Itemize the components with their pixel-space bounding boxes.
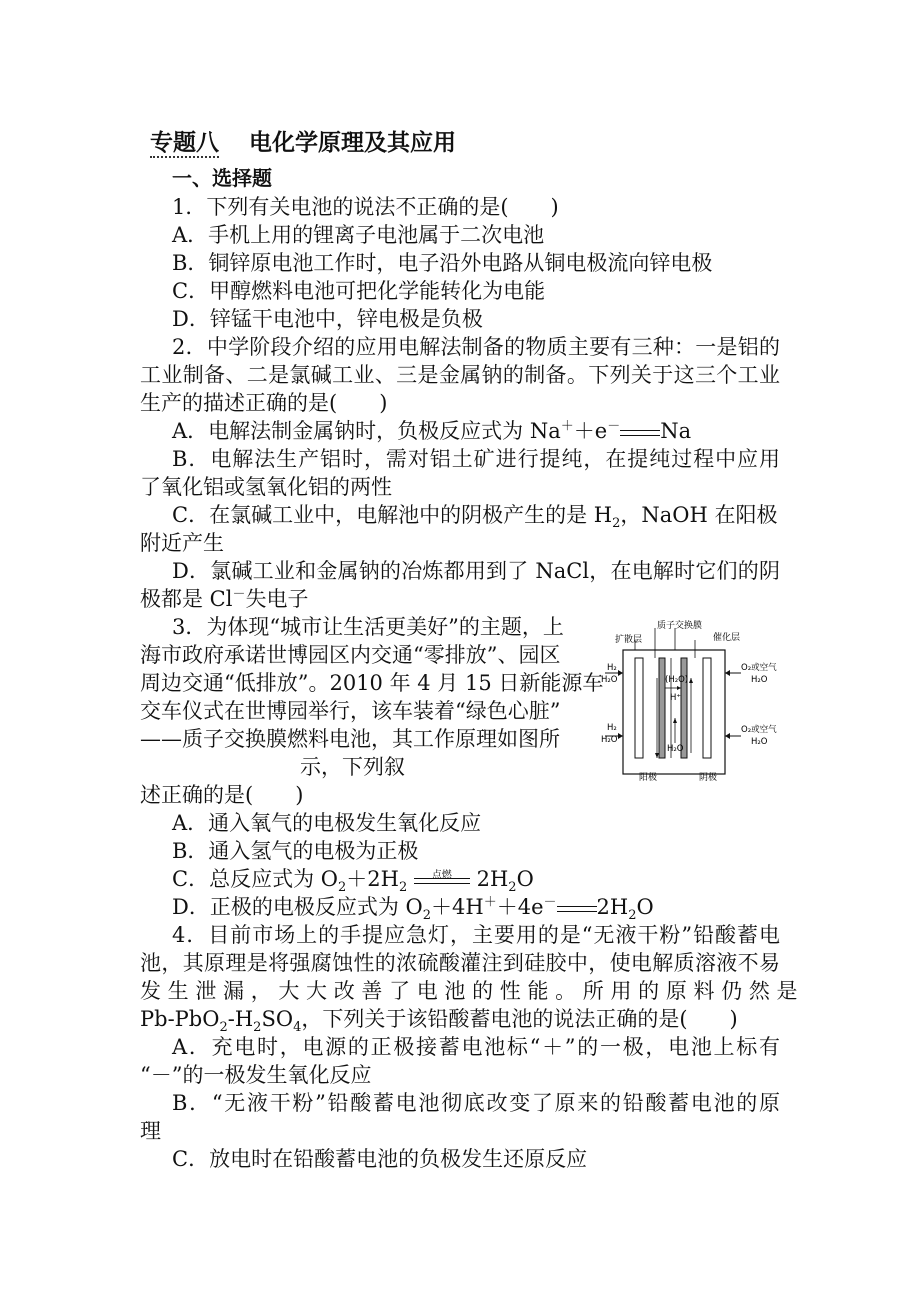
title-part1: 专题八 <box>150 130 219 156</box>
q4-option-a-line1: A．充电时，电源的正极接蓄电池标“＋”的一极，电池上标有 <box>172 1035 780 1059</box>
sup: ＋ <box>483 895 497 910</box>
q2-stem-line3: 生产的描述正确的是( ) <box>140 391 388 415</box>
q2-d-text: 极都是 Cl <box>140 587 233 611</box>
label-h2o-left-bottom: H₂O <box>601 735 618 745</box>
q2-c-text: C．在氯碱工业中，电解池中的阴极产生的是 H <box>172 503 613 527</box>
q4-formula-mid2: SO <box>261 1007 294 1031</box>
q2-a-sup-minus: － <box>607 419 621 434</box>
q3-option-a: A．通入氧气的电极发生氧化反应 <box>172 811 482 835</box>
q3-c-product: 2H <box>476 867 509 891</box>
label-cathode: 阴极 <box>699 773 718 783</box>
q2-option-d-line2 <box>140 585 308 613</box>
q3-stem-line2: 海市政府承诺世博园区内交通“零排放”、园区 <box>140 643 561 667</box>
q3-d-mid2: ＋4e <box>496 895 544 919</box>
q2-a-electron: ＋e <box>573 419 608 443</box>
label-h2o-center: H₂O <box>667 744 684 754</box>
q4-stem-line2: 池，其原理是将强腐蚀性的浓硫酸灌注到硅胶中，使电解质溶液不易 <box>140 951 780 975</box>
sub: 2 <box>422 908 432 924</box>
label-hplus: H⁺ <box>670 693 681 703</box>
q3-d-mid1: ＋4H <box>431 895 484 919</box>
q2-option-a <box>172 417 691 445</box>
label-h2o-left-top: H₂O <box>601 675 618 685</box>
label-o2-bottom: O₂或空气 <box>741 725 777 735</box>
q1-option-b: B．铜锌原电池工作时，电子沿外电路从铜电极流向锌电极 <box>172 251 713 275</box>
label-membrane: 质子交换膜 <box>657 621 703 631</box>
q2-option-b-line1: B．电解法生产铝时，需对铝土矿进行提纯，在提纯过程中应用 <box>172 447 780 471</box>
q3-stem-line4: 交车仪式在世博园举行，该车装着“绿色心脏” <box>140 699 561 723</box>
label-h2-top: H₂ <box>607 663 617 673</box>
label-h2-bottom: H₂ <box>607 723 617 733</box>
q1-option-d: D．锌锰干电池中，锌电极是负极 <box>172 307 483 331</box>
label-diffusion-layer: 扩散层 <box>615 635 643 645</box>
q2-d-text-end: 失电子 <box>245 587 309 611</box>
label-h2o-right-bottom: H₂O <box>751 737 768 747</box>
sub: 2 <box>253 1020 262 1036</box>
q3-stem-line5: ——质子交换膜燃料电池，其工作原理如图所 <box>140 727 560 751</box>
q4-option-b-line1: B．“无液干粉”铅酸蓄电池彻底改变了原来的铅酸蓄电池的原 <box>172 1091 780 1115</box>
label-catalyst-layer: 催化层 <box>713 633 741 643</box>
label-h2o-right-top: H₂O <box>751 675 768 685</box>
q2-stem-line2: 工业制备、二是氯碱工业、三是金属钠的制备。下列关于这三个工业 <box>140 363 780 387</box>
q2-d-sup: － <box>232 587 246 602</box>
q1-stem: 1．下列有关电池的说法不正确的是( ) <box>172 195 559 219</box>
q4-formula-pre: Pb-PbO <box>140 1007 220 1031</box>
section-heading: 一、选择题 <box>172 166 272 190</box>
label-o2-top: O₂或空气 <box>741 663 777 673</box>
q4-option-b-line2: 理 <box>140 1119 161 1143</box>
sub: 2 <box>508 880 517 896</box>
label-h2o-paren: (H₂O) <box>665 675 689 685</box>
q4-stem-end: ，下列关于该铅酸蓄电池的说法正确的是( ) <box>301 1007 738 1031</box>
q3-option-c <box>172 865 534 896</box>
q2-a-product: Na <box>660 419 692 443</box>
q2-a-sup-plus: ＋ <box>560 419 574 434</box>
fuel-cell-diagram <box>595 618 795 788</box>
equals-sign <box>557 903 597 915</box>
q4-option-a-line2: “－”的一极发生氧化反应 <box>140 1063 372 1087</box>
sup: － <box>543 895 557 910</box>
equals-sign <box>620 427 660 439</box>
sub: 2 <box>628 908 637 924</box>
q3-option-b: B．通入氢气的电极为正极 <box>172 839 419 863</box>
sub: 2 <box>337 880 347 896</box>
label-anode: 阳极 <box>639 773 658 783</box>
q3-stem-line6: 示，下列叙 <box>300 755 405 779</box>
q4-stem-line3: 发 生 泄 漏 ， 大 大 改 善 了 电 池 的 性 能 。 所 用 的 原 料 仍 然 是 <box>140 979 798 1003</box>
q4-option-c: C．放电时在铅酸蓄电池的负极发生还原反应 <box>172 1147 588 1171</box>
q3-c-mid: ＋2H <box>346 867 399 891</box>
sub: 4 <box>293 1020 302 1036</box>
condition-label: 点燃 <box>431 869 452 881</box>
title-part2: 电化学原理及其应用 <box>249 130 456 156</box>
q2-option-c-line2: 附近产生 <box>140 531 224 555</box>
q3-d-end: O <box>636 895 654 919</box>
q3-c-end: O <box>516 867 534 891</box>
q3-c-text: C．总反应式为 O <box>172 867 338 891</box>
q4-stem-line1: 4．目前市场上的手提应急灯，主要用的是“无液干粉”铅酸蓄电 <box>172 923 780 947</box>
q3-stem-line7: 述正确的是( ) <box>140 783 304 807</box>
q3-option-d <box>172 893 654 924</box>
sub: 2 <box>219 1020 228 1036</box>
q2-a-text: A．电解法制金属钠时，负极反应式为 Na <box>172 419 561 443</box>
q2-c-sub: 2 <box>612 516 621 532</box>
q2-c-text-end: ，NaOH 在阳极 <box>620 503 778 527</box>
q2-option-c-line1 <box>172 501 778 532</box>
q3-stem-line3: 周边交通“低排放”。2010 年 4 月 15 日新能源车 <box>140 671 604 695</box>
q3-d-text: D．正极的电极反应式为 O <box>172 895 423 919</box>
q1-option-a: A．手机上用的锂离子电池属于二次电池 <box>172 223 545 247</box>
q1-option-c: C．甲醇燃料电池可把化学能转化为电能 <box>172 279 546 303</box>
q2-option-b-line2: 了氧化铝或氢氧化铝的两性 <box>140 475 392 499</box>
q3-d-product: 2H <box>596 895 629 919</box>
q2-stem-line1: 2．中学阶段介绍的应用电解法制备的物质主要有三种：一是铝的 <box>172 335 780 359</box>
q4-stem-line4 <box>140 1005 738 1036</box>
q2-option-d-line1: D．氯碱工业和金属钠的冶炼都用到了 NaCl，在电解时它们的阴 <box>172 559 780 583</box>
condition-equals-sign <box>414 869 470 889</box>
q4-formula-mid: -H <box>227 1007 254 1031</box>
page-title <box>150 124 456 157</box>
q3-stem-line1: 3．为体现“城市让生活更美好”的主题，上 <box>172 615 564 639</box>
sub: 2 <box>398 880 408 896</box>
